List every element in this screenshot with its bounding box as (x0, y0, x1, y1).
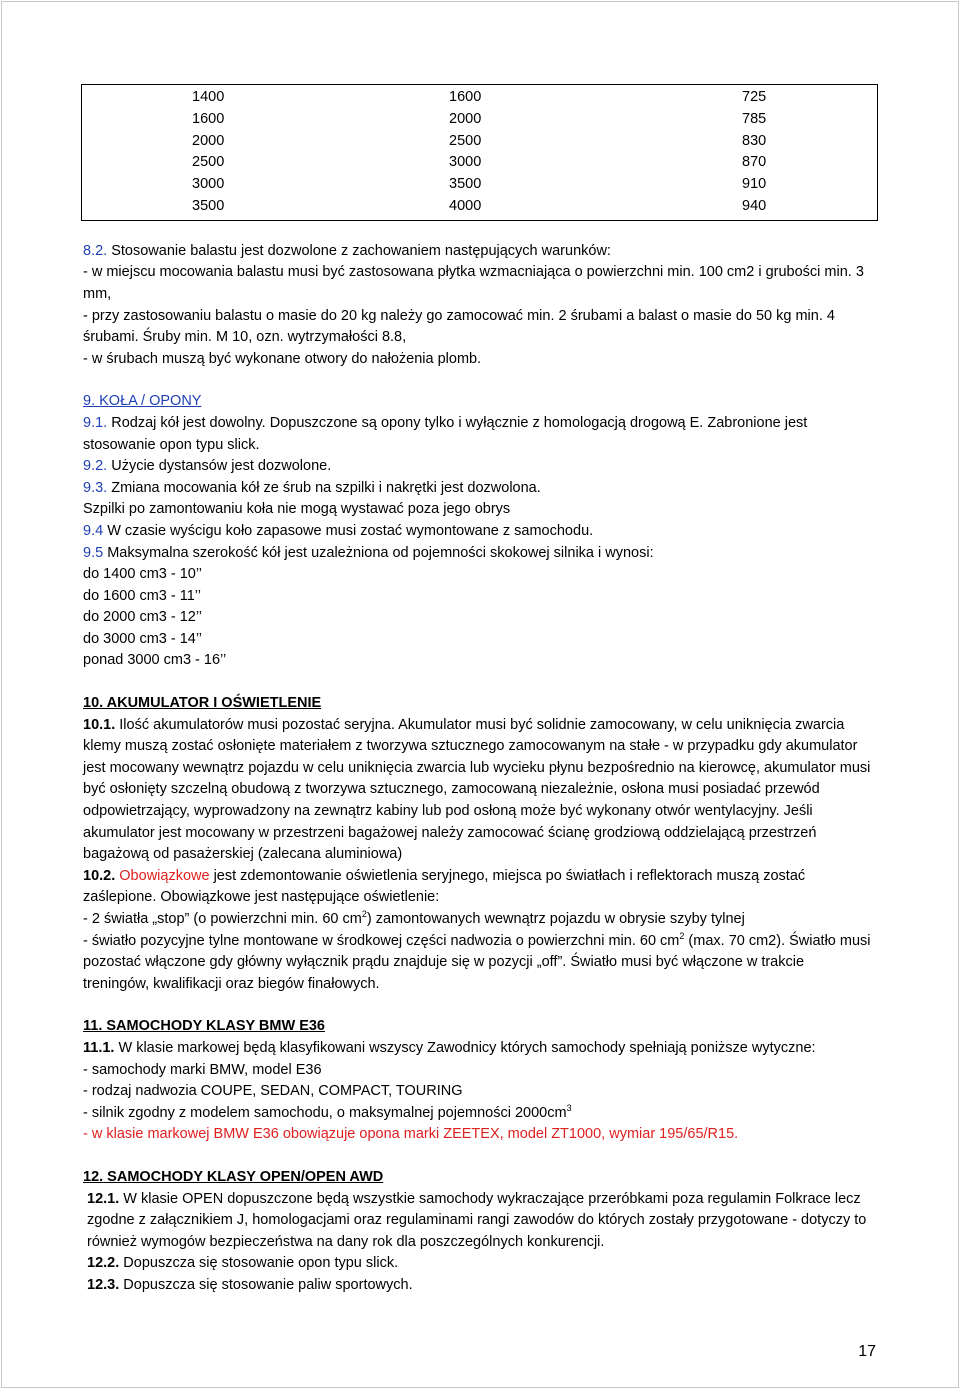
ballast-table (81, 84, 878, 221)
paragraph-text: ) zamontowanych wewnątrz pojazdu w obrysie szyby tylnej (366, 911, 745, 927)
section-number: 8.2. (83, 242, 108, 259)
paragraph-text: W czasie wyścigu koło zapasowe musi zostać wymontowane z samochodu. (107, 522, 594, 539)
paragraph-text: Dopuszcza się stosowanie paliw sportowych. (123, 1276, 413, 1293)
table-row (82, 131, 879, 153)
superscript: 2 (361, 909, 367, 920)
section-number: 9.2. (83, 458, 108, 475)
table-row (82, 85, 879, 109)
table-cell: 2500 (449, 132, 482, 149)
paragraph-text: W klasie OPEN dopuszczone będą wszystkie samochody wykraczające przeróbkami poza regulamin Folkrace lecz zgodne z załącznikiem J, homologacjami oraz regulaminami rangi zawodów do których zostały przygotowane - dotyczy to również wymogów bezpieczeństwa na dany rok dla poszczególnych konkurencji. (87, 1190, 867, 1250)
section-number: 9.3. (83, 479, 108, 496)
section-heading: 12. SAMOCHODY KLASY OPEN/OPEN AWD (83, 1168, 384, 1185)
section-10 (83, 693, 873, 995)
section-number: 12.3. (87, 1276, 120, 1293)
table-cell: 3500 (449, 176, 482, 193)
section-number: 9.5 (83, 544, 104, 561)
section-number: 9.4 (83, 522, 104, 539)
highlighted-text: Obowiązkowe (119, 867, 210, 884)
table-row (82, 152, 879, 174)
table-cell: 2500 (192, 154, 225, 171)
table-cell: 2000 (449, 110, 482, 127)
paragraph-text: jest zdemontowanie oświetlenia seryjnego, miejsca po światłach i reflektorach muszą zostać zaślepione. Obowiązkowe jest następujące oświetlenie: (83, 867, 806, 906)
paragraph-text: Dopuszcza się stosowanie opon typu slick. (123, 1255, 399, 1272)
table-cell: 3000 (192, 176, 225, 193)
section-12 (83, 1167, 873, 1189)
paragraph-text: Stosowanie balastu jest dozwolone z zachowaniem następujących warunków: (111, 242, 611, 259)
table-cell: 1400 (192, 89, 225, 105)
paragraph-text: Ilość akumulatorów musi pozostać seryjna. Akumulator musi być solidnie zamocowany, w celu uniknięcia zwarcia klemy muszą zostać osłonięte materiałem z tworzywa sztucznego zamocowanym na stałe - w przypadku gdy akumulator jest mocowany wewnątrz pojazdu w celu uniknięcia zwarcia lub wycieku płynu bezpośrednio na kierowcę, akumulator musi być osłonięty szczelną obudową z tworzywa sztucznego, zamocowaną niezależnie, osłona musi posiadać przewód odpowietrzający, wyprowadzony na zewnątrz kabiny lub pod osłoną może być wykonany otwór wentylacyjny. Jeśli akumulator jest mocowany w przestrzeni bagażowej należy zamocować ścianę grodziową oddzielającą przestrzeń bagażową od pasażerskiej (zalecana aluminiowa) (83, 716, 871, 863)
table-cell: 870 (742, 154, 767, 171)
section-number: 9.1. (83, 414, 108, 431)
paragraph-text: Użycie dystansów jest dozwolone. (111, 458, 332, 475)
table-cell: 1600 (192, 110, 225, 127)
section-9 (83, 391, 873, 672)
list-item: - w klasie markowej BMW E36 obowiązuje opona marki ZEETEX, model ZT1000, wymiar 195/65/R15. (83, 1126, 739, 1143)
table-cell: 4000 (449, 197, 482, 214)
table-cell: 830 (742, 132, 767, 149)
list-item: do 3000 cm3 - 14’’ (83, 630, 203, 647)
table-cell: 3500 (192, 197, 225, 214)
table-cell: 725 (742, 89, 767, 105)
table-cell: 785 (742, 110, 767, 127)
list-item: - rodzaj nadwozia COUPE, SEDAN, COMPACT, TOURING (83, 1083, 463, 1100)
section-heading: 10. AKUMULATOR I OŚWIETLENIE (83, 695, 322, 712)
paragraph-text: Zmiana mocowania kół ze śrub na szpilki i nakrętki jest dozwolona. (111, 479, 541, 496)
paragraph-text: - w miejscu mocowania balastu musi być zastosowana płytka wzmacniająca o powierzchni min. 100 cm2 i grubości min. 3 mm, (83, 264, 864, 302)
table-cell: 1600 (449, 89, 482, 105)
paragraph-text: Maksymalna szerokość kół jest uzależniona od pojemności skokowej silnika i wynosi: (107, 544, 654, 561)
table-cell: 2000 (192, 132, 225, 149)
paragraph-text: - przy zastosowaniu balastu o masie do 20 kg należy go zamocować min. 2 śrubami a balast o masie do 50 kg min. 4 śrubami. Śruby min. M 10, ozn. wytrzymałości 8.8, (83, 307, 835, 346)
paragraph-text: (max. 70 cm2). Światło musi pozostać włączone gdy główny wyłącznik prądu znajduje się w pozycji „off”. Światło musi być włączone w trakcie treningów, kwalifikacji oraz biegów finałowych. (83, 932, 871, 992)
superscript: 3 (566, 1102, 572, 1113)
section-8-2 (83, 241, 873, 371)
section-number: 12.2. (87, 1255, 120, 1272)
table-cell: 910 (742, 176, 767, 193)
section-heading: 9. KOŁA / OPONY (83, 393, 202, 410)
list-item: - samochody marki BMW, model E36 (83, 1061, 322, 1078)
section-12-body (83, 1189, 873, 1297)
section-11 (83, 1016, 873, 1146)
section-number: 12.1. (87, 1190, 120, 1207)
paragraph-text: Szpilki po zamontowaniu koła nie mogą wystawać poza jego obrys (83, 501, 511, 518)
list-item: do 1400 cm3 - 10’’ (83, 566, 203, 583)
paragraph-text: W klasie markowej będą klasyfikowani wszyscy Zawodnicy których samochody spełniają poniższe wytyczne: (118, 1039, 816, 1056)
paragraph-text: - w śrubach muszą być wykonane otwory do nałożenia plomb. (83, 350, 482, 367)
table-row (82, 109, 879, 131)
list-item: do 1600 cm3 - 11’’ (83, 587, 201, 604)
section-heading: 11. SAMOCHODY KLASY BMW E36 (83, 1018, 325, 1035)
paragraph-text: Rodzaj kół jest dowolny. Dopuszczone są opony tylko i wyłącznie z homologacją drogową E. Zabronione jest stosowanie opon typu slick. (83, 414, 808, 453)
document-body (83, 84, 873, 1297)
table-row (82, 196, 879, 218)
list-item: do 2000 cm3 - 12’’ (83, 609, 203, 626)
table-cell: 3000 (449, 154, 482, 171)
superscript: 2 (679, 930, 685, 941)
section-number: 11.1. (83, 1039, 115, 1056)
section-number: 10.1. (83, 716, 116, 733)
page-number: 17 (858, 1343, 876, 1360)
paragraph-text: - światło pozycyjne tylne montowane w środkowej części nadwozia o powierzchni min. 60 cm (83, 932, 680, 949)
section-number: 10.2. (83, 867, 116, 884)
list-item: ponad 3000 cm3 - 16’’ (83, 652, 227, 669)
table-cell: 940 (742, 197, 767, 214)
list-item: - silnik zgodny z modelem samochodu, o maksymalnej pojemności 2000cm (83, 1104, 567, 1121)
paragraph-text: - 2 światła „stop” (o powierzchni min. 60 cm (83, 911, 362, 927)
table-row (82, 174, 879, 196)
